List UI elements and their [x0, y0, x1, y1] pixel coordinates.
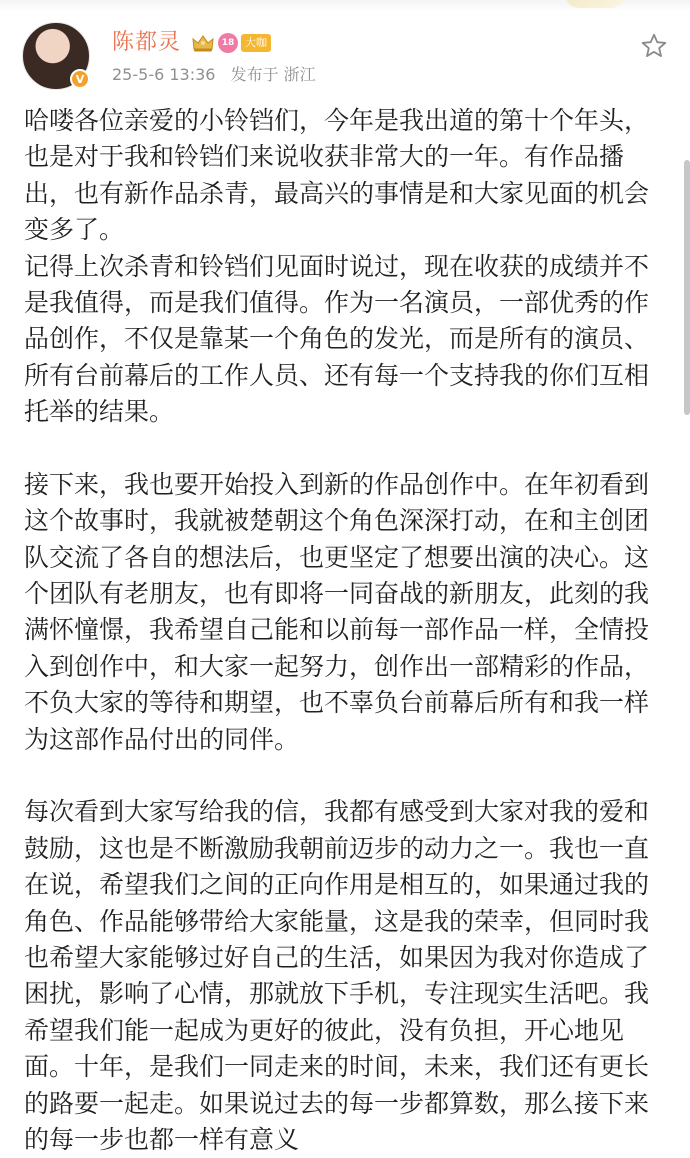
- verified-mark: V: [75, 72, 85, 86]
- post-text-line: 也是对于我和铃铛们来说收获非常大的一年。有作品播: [24, 142, 625, 172]
- post-timestamp: 25-5-6 13:36: [112, 65, 216, 84]
- post-text-line: 也希望大家能够过好自己的生活，如果因为我对你造成了: [24, 942, 650, 972]
- post-text-line: 希望我们能一起成为更好的彼此，没有负担，开心地见: [24, 1015, 625, 1045]
- paragraph-gap: [24, 431, 664, 467]
- star-icon[interactable]: [640, 32, 668, 60]
- post-text-line: 所有台前幕后的工作人员、还有每一个支持我的你们互相: [24, 360, 650, 390]
- tag-badge[interactable]: 大咖: [241, 34, 271, 52]
- post-header: [0, 0, 690, 100]
- post-text-line: 托举的结果。: [24, 397, 175, 427]
- post-text-line: 接下来，我也要开始投入到新的作品创作中。在年初看到: [24, 469, 650, 499]
- verified-icon: [70, 69, 90, 89]
- post-text-line: 这个故事时，我就被楚朝这个角色深深打动，在和主创团: [24, 506, 650, 536]
- crown-icon[interactable]: [191, 33, 215, 53]
- post-text-line: 的每一步也都一样有意义: [24, 1124, 300, 1154]
- scrollbar[interactable]: [684, 160, 690, 415]
- paragraph-gap: [24, 758, 664, 794]
- post-text-line: 满怀憧憬，我希望自己能和以前每一部作品一样，全情投: [24, 615, 650, 645]
- post-text-line: 不负大家的等待和期望，也不辜负台前幕后所有和我一样: [24, 688, 650, 718]
- post-text-line: 个团队有老朋友，也有即将一同奋战的新朋友，此刻的我: [24, 579, 650, 609]
- post-text-line: 鼓励，这也是不断激励我朝前迈步的动力之一。我也一直: [24, 833, 650, 863]
- author-badges: [191, 33, 271, 53]
- post-text-line: 的路要一起走。如果说过去的每一步都算数，那么接下来: [24, 1088, 650, 1118]
- post-text-line: 角色、作品能够带给大家能量，这是我的荣幸，但同时我: [24, 906, 650, 936]
- post-text-line: 记得上次杀青和铃铛们见面时说过，现在收获的成绩并不: [24, 251, 650, 281]
- post-text-line: 变多了。: [24, 215, 125, 245]
- post-text-line: 出，也有新作品杀青，最高兴的事情是和大家见面的机会: [24, 178, 650, 208]
- post-text-line: 为这部作品付出的同伴。: [24, 724, 300, 754]
- post-text-line: 入到创作中，和大家一起努力，创作出一部精彩的作品，: [24, 651, 650, 681]
- post-text-line: 困扰，影响了心情，那就放下手机，专注现实生活吧。我: [24, 979, 650, 1009]
- post-text-line: 队交流了各自的想法后，也更坚定了想要出演的决心。这: [24, 542, 650, 572]
- post-text-line: 面。十年，是我们一同走来的时间，未来，我们还有更长: [24, 1052, 650, 1082]
- level-badge[interactable]: 18: [218, 33, 238, 53]
- post-meta: [112, 64, 326, 86]
- author-name[interactable]: 陈都灵: [112, 30, 182, 55]
- post-location: 发布于 浙江: [230, 65, 316, 84]
- post-text-line: 每次看到大家写给我的信，我都有感受到大家对我的爱和: [24, 797, 650, 827]
- post-text-line: 是我值得，而是我们值得。作为一名演员，一部优秀的作: [24, 287, 650, 317]
- post-body: [24, 103, 664, 1158]
- post-text-line: 在说，希望我们之间的正向作用是相互的，如果通过我的: [24, 870, 650, 900]
- post-text-line: 品创作，不仅是靠某一个角色的发光，而是所有的演员、: [24, 324, 650, 354]
- post-text-line: 哈喽各位亲爱的小铃铛们，今年是我出道的第十个年头，: [24, 106, 650, 135]
